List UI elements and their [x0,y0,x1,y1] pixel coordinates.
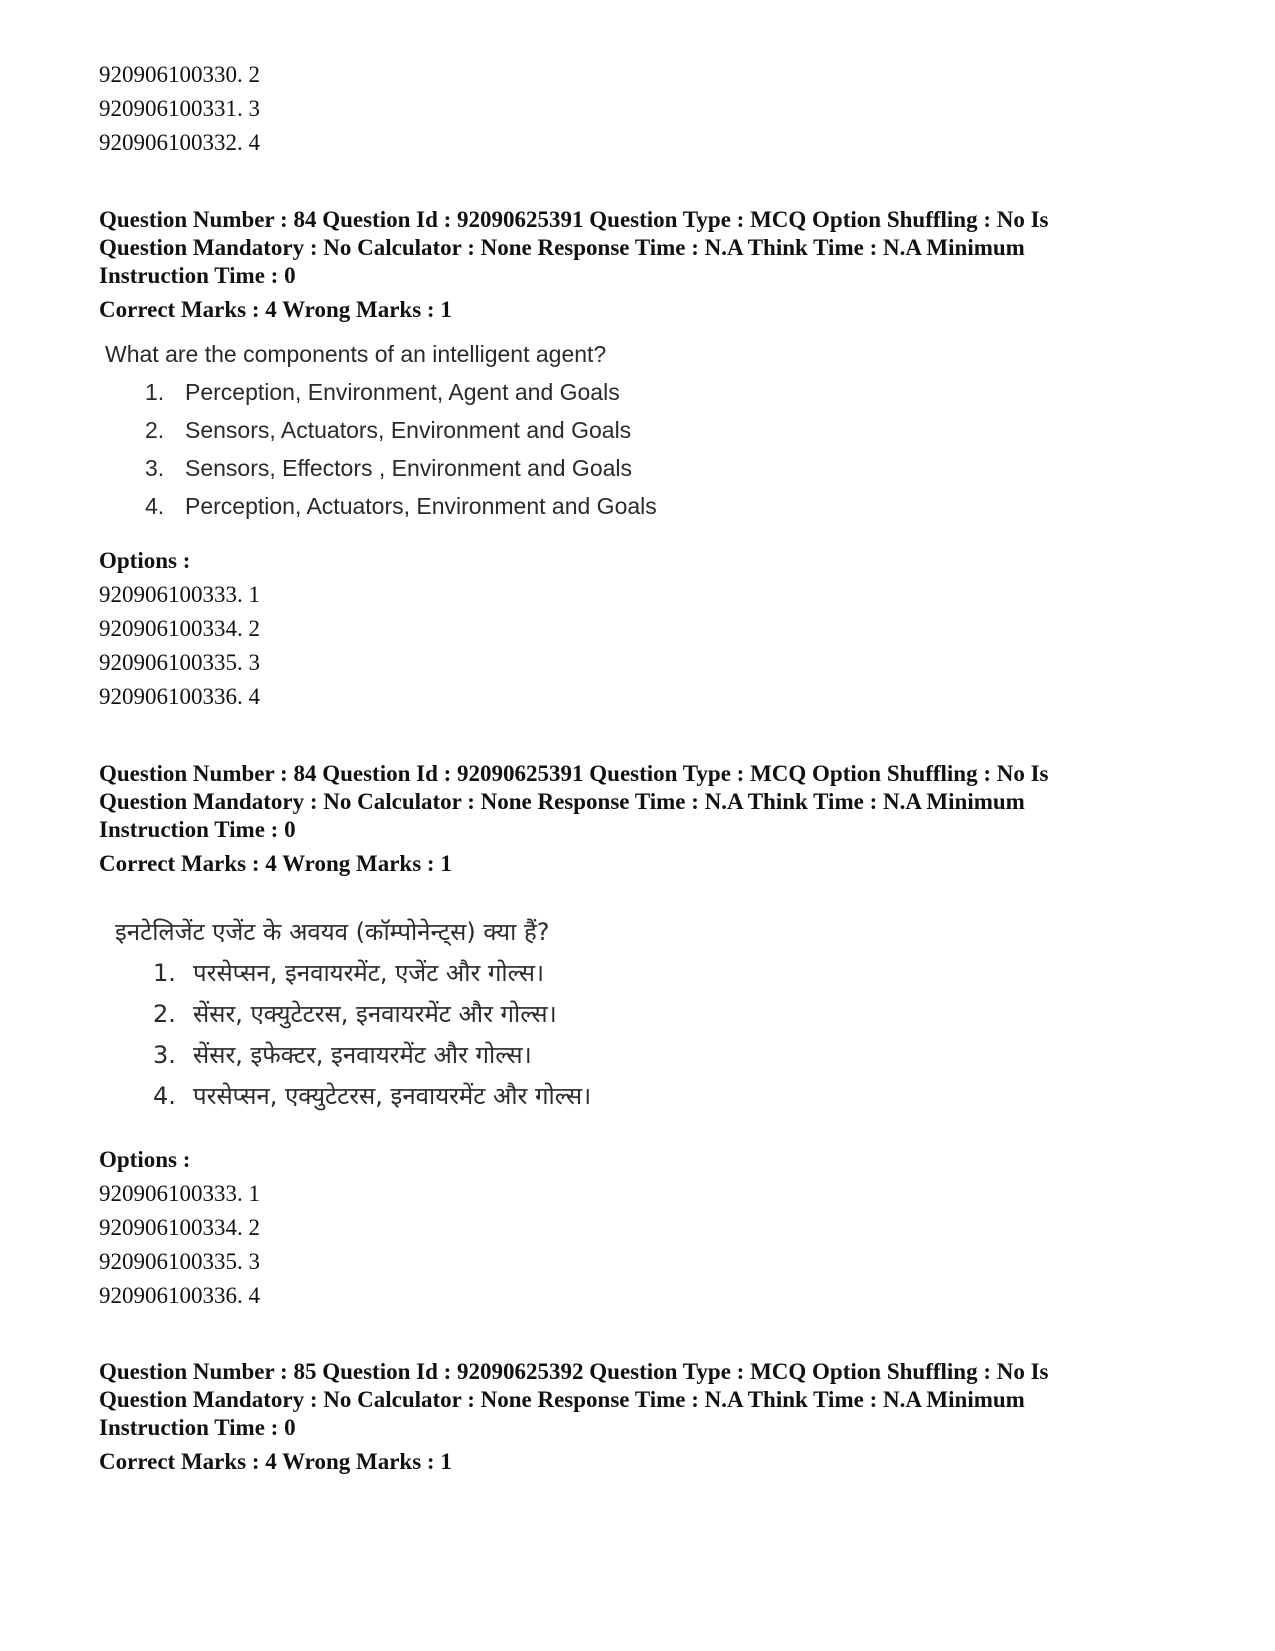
question-header-85 [99,1358,1179,1476]
choice-item: 3. Sensors, Effectors , Environment and Goals [145,455,633,481]
question-header-84-hi [99,760,1179,878]
marks-line: Correct Marks : 4 Wrong Marks : 1 [99,1449,452,1474]
question-meta-line: Question Mandatory : No Calculator : None Response Time : N.A Think Time : N.A Minimum [99,235,1025,260]
option-line: 920906100330. 2 [99,62,260,87]
question-meta-line: Question Number : 84 Question Id : 92090625391 Question Type : MCQ Option Shuffling : No Is [99,207,1049,232]
choice-item: 3. सेंसर, इफेक्टर, इनवायरमेंट और गोल्स। [153,1041,532,1069]
question-meta-line: Question Number : 84 Question Id : 92090625391 Question Type : MCQ Option Shuffling : No Is [99,761,1049,786]
question-text-84-hi [115,912,591,1117]
choice-item: 4. परसेप्सन, एक्युटेटरस, इनवायरमेंट और गोल्स। [153,1082,592,1110]
choice-item: 1. परसेप्सन, इनवायरमेंट, एजेंट और गोल्स। [153,959,545,987]
question-stem: इनटेलिजेंट एजेंट के अवयव (कॉम्पोनेन्ट्स) क्या हैं? [115,918,550,946]
option-line: 920906100335. 3 [99,650,260,675]
marks-line: Correct Marks : 4 Wrong Marks : 1 [99,851,452,876]
options-block-84-en [99,544,1179,714]
question-meta-line: Question Mandatory : No Calculator : None Response Time : N.A Think Time : N.A Minimum [99,1387,1025,1412]
options-label: Options : [99,1147,191,1172]
question-stem: What are the components of an intelligent agent? [105,341,607,367]
choice-item: 1. Perception, Environment, Agent and Goals [145,379,620,405]
choice-item: 4. Perception, Actuators, Environment and Goals [145,493,657,519]
question-meta-line: Instruction Time : 0 [99,263,296,288]
question-meta-line: Instruction Time : 0 [99,1415,296,1440]
option-line: 920906100333. 1 [99,582,260,607]
previous-options-list [99,58,1179,160]
choice-list [153,953,591,1117]
option-line: 920906100331. 3 [99,96,260,121]
options-label: Options : [99,548,191,573]
question-header-84-en [99,206,1179,324]
option-line: 920906100336. 4 [99,1283,260,1308]
choice-item: 2. सेंसर, एक्युटेटरस, इनवायरमेंट और गोल्स। [153,1000,557,1028]
options-block-84-hi [99,1143,1179,1313]
question-text-84-en [105,335,657,525]
question-meta-line: Question Number : 85 Question Id : 92090625392 Question Type : MCQ Option Shuffling : No Is [99,1359,1049,1384]
option-line: 920906100334. 2 [99,616,260,641]
choice-list [145,373,657,525]
option-line: 920906100336. 4 [99,684,260,709]
marks-line: Correct Marks : 4 Wrong Marks : 1 [99,297,452,322]
option-line: 920906100334. 2 [99,1215,260,1240]
question-meta-line: Instruction Time : 0 [99,817,296,842]
question-meta-line: Question Mandatory : No Calculator : None Response Time : N.A Think Time : N.A Minimum [99,789,1025,814]
option-line: 920906100335. 3 [99,1249,260,1274]
choice-item: 2. Sensors, Actuators, Environment and Goals [145,417,632,443]
option-line: 920906100332. 4 [99,130,260,155]
option-line: 920906100333. 1 [99,1181,260,1206]
